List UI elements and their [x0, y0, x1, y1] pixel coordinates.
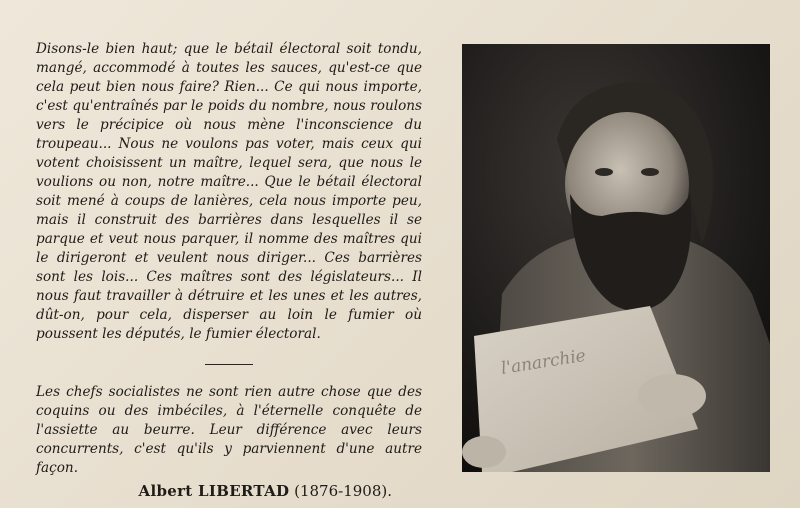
author-signature [36, 482, 422, 500]
separator-rule [205, 364, 253, 365]
portrait-illustration [462, 44, 770, 472]
left-hand [462, 436, 506, 468]
right-eye [641, 168, 659, 176]
second-quote: Les chefs socialistes ne sont rien autre chose que des coquins ou des imbéciles, à l'éternelle conquête de l'assiette au beurre. Leur différence avec leurs concurrents, c'est qu'ils y parviennent d'une autre façon. [36, 384, 422, 476]
main-quote: Disons-le bien haut; que le bétail électoral soit tondu, mangé, accommodé à toutes les sauces, qu'est-ce que cela peut bien nous faire? Rien... Ce qui nous importe, c'est qu'entraînés par le poids du nombre, nous roulons vers le précipice où nous mène l'inconscience du troupeau... Nous ne voulons pas voter, mais ceux qui votent choisissent un maître, lequel sera, que nous le voulions ou non, notre maître... Que le bétail électoral soit mené à coups de lanières, cela nous importe peu, mais il construit des barrières dans lesquelles il se parque et veut nous parquer, il nomme des maîtres qui le dirigeront et veulent nous diriger... Ces barrières sont les lois... Ces maîtres sont des législateurs... Il nous faut travailler à détruire et les unes et les autres, dût-on, pour cela, disperser au loin le fumier où poussent les députés, le fumier électoral. [36, 41, 422, 342]
author-name: Albert LIBERTAD [138, 482, 290, 500]
sign-label: l'anarchie [499, 345, 588, 379]
left-eye [595, 168, 613, 176]
text-column [36, 40, 422, 500]
author-dates: (1876-1908). [294, 482, 392, 500]
right-hand [638, 374, 706, 418]
portrait-photo [462, 44, 770, 472]
